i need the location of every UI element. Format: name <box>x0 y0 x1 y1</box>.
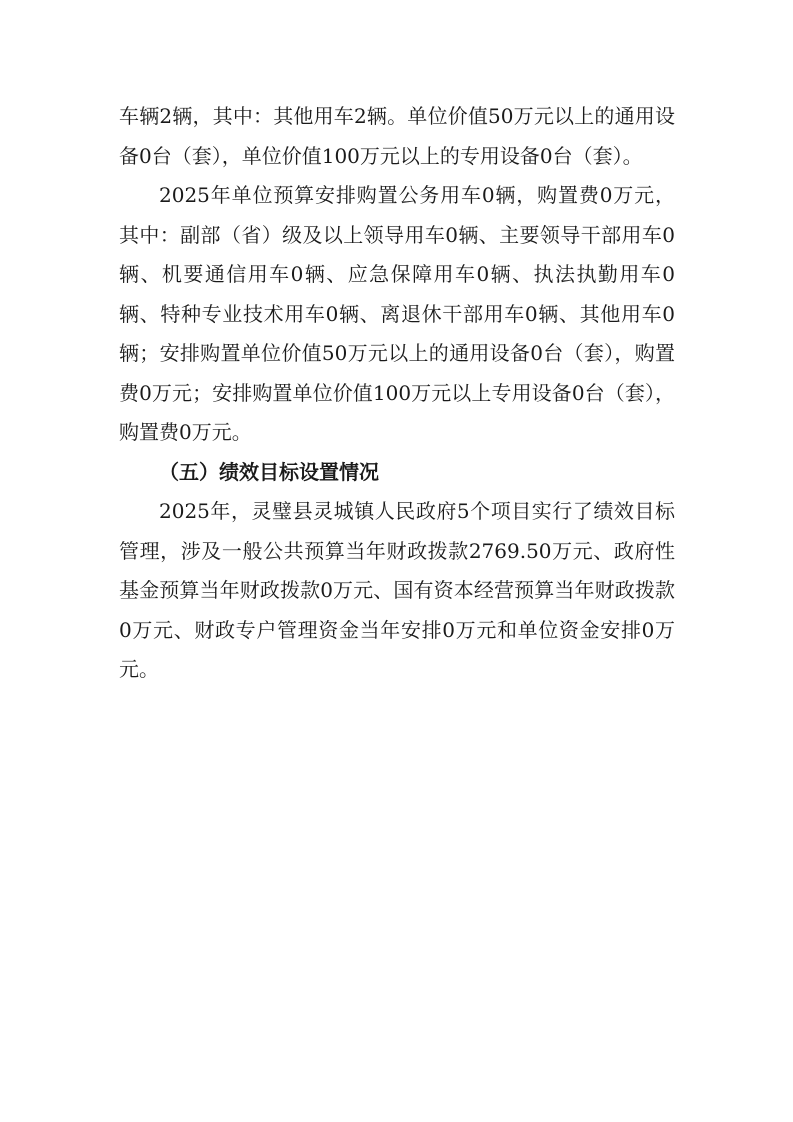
paragraph-vehicle-purchase-budget: 2025年单位预算安排购置公务用车0辆，购置费0万元，其中：副部（省）级及以上领导用车0辆、主要领导干部用车0辆、机要通信用车0辆、应急保障用车0辆、执法执勤用车0辆、特种专业技术用车0辆、离退休干部用车0辆、其他用车0辆；安排购置单位价值50万元以上的通用设备0台（套），购置费0万元；安排购置单位价值100万元以上专用设备0台（套），购置费0万元。 <box>119 183 675 444</box>
section-heading-performance-goals: （五）绩效目标设置情况 <box>159 459 379 484</box>
paragraph-performance-goals: 2025年，灵璧县灵城镇人民政府5个项目实行了绩效目标管理，涉及一般公共预算当年财政拨款2769.50万元、政府性基金预算当年财政拨款0万元、国有资本经营预算当年财政拨款0万元、财政专户管理资金当年安排0万元和单位资金安排0万元。 <box>119 499 675 681</box>
document-body <box>119 97 675 690</box>
paragraph-vehicles-summary: 车辆2辆，其中：其他用车2辆。单位价值50万元以上的通用设备0台（套），单位价值100万元以上的专用设备0台（套）。 <box>119 104 675 168</box>
